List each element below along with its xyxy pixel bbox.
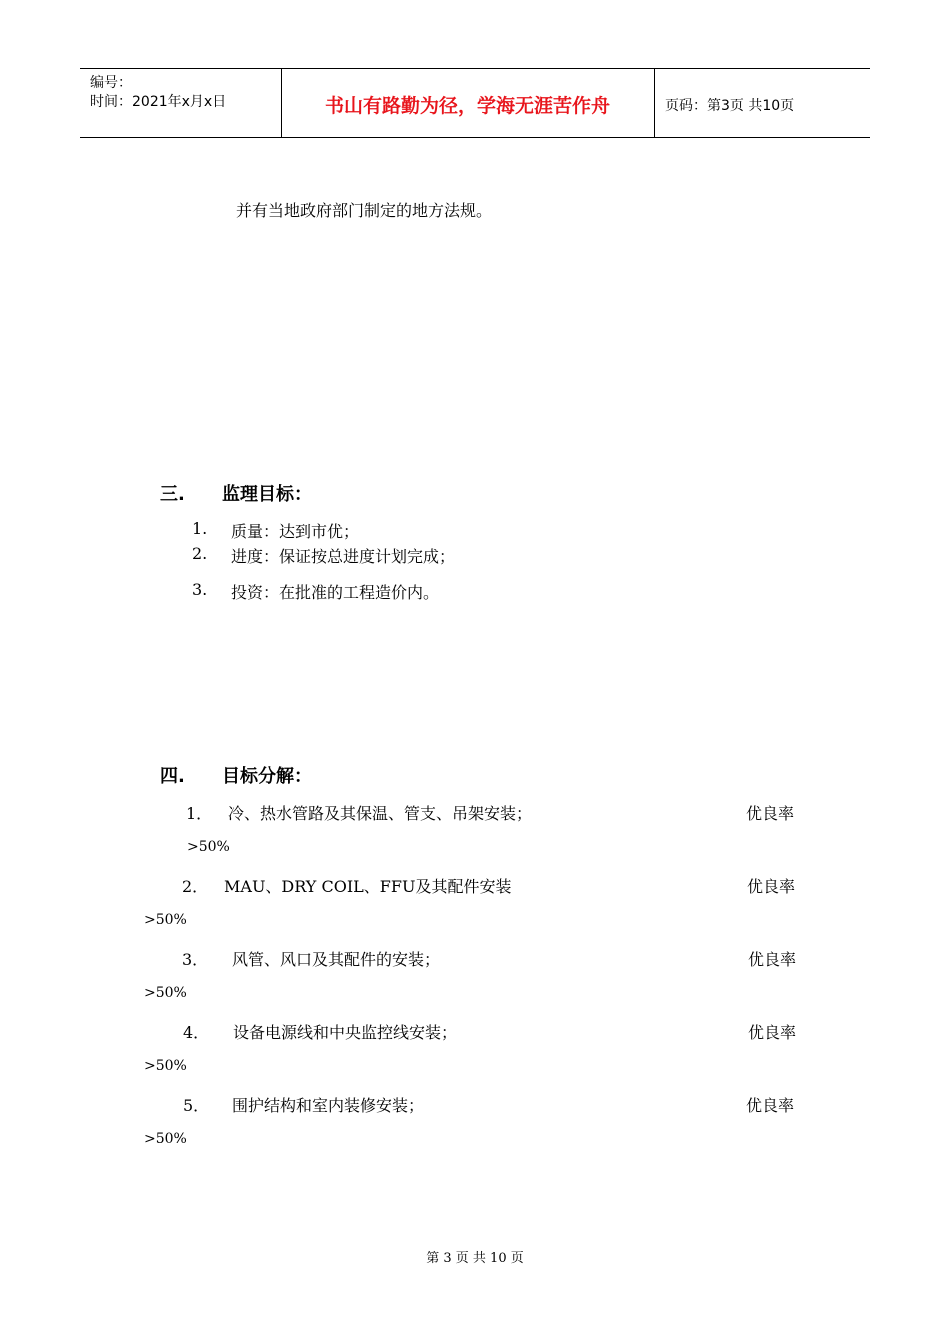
section-4-item-1-rate-value: >50% bbox=[187, 839, 230, 855]
header-middle-cell bbox=[281, 69, 655, 137]
document-number-label: 编号： bbox=[90, 75, 132, 91]
section-4-item-4-rate-value: >50% bbox=[144, 1058, 187, 1074]
header-left-cell bbox=[80, 69, 282, 137]
section-4-item-2-rate-value: >50% bbox=[144, 912, 187, 928]
section-4-item-4-rate-label: 优良率 bbox=[748, 1023, 797, 1042]
section-4-item-5-text: 围护结构和室内装修安装； bbox=[232, 1096, 425, 1115]
intro-line: 并有当地政府部门制定的地方法规。 bbox=[236, 201, 493, 220]
header-page-info: 页码：第3页 共10页 bbox=[665, 98, 795, 114]
section-3-item-3-text: 投资：在批准的工程造价内。 bbox=[231, 583, 440, 602]
section-4-numeral: 四. bbox=[160, 766, 185, 787]
section-4-item-1-text: 冷、热水管路及其保温、管支、吊架安装； bbox=[228, 804, 533, 823]
section-3-title: 监理目标： bbox=[222, 484, 312, 505]
section-3-numeral: 三. bbox=[160, 484, 185, 505]
section-4-item-5-rate-value: >50% bbox=[144, 1131, 187, 1147]
header-right-cell bbox=[655, 69, 870, 137]
section-4-item-4-text: 设备电源线和中央监控线安装； bbox=[233, 1023, 458, 1042]
page-footer: 第 3 页 共 10 页 bbox=[426, 1251, 524, 1266]
section-3-item-2-text: 进度：保证按总进度计划完成； bbox=[231, 547, 456, 566]
section-4-item-5-num: 5． bbox=[183, 1096, 210, 1115]
section-4-item-2-num: 2． bbox=[182, 877, 209, 896]
section-4-title: 目标分解： bbox=[222, 766, 312, 787]
section-4-item-4-num: 4． bbox=[183, 1023, 210, 1042]
section-4-item-3-rate-label: 优良率 bbox=[748, 950, 797, 969]
section-4-item-1-num: 1． bbox=[186, 804, 213, 823]
section-3-item-1-text: 质量：达到市优； bbox=[231, 522, 360, 541]
section-4-item-1-rate-label: 优良率 bbox=[746, 804, 795, 823]
section-3-item-2-num: 2. bbox=[192, 544, 208, 563]
section-4-item-3-text: 风管、风口及其配件的安装； bbox=[232, 950, 441, 969]
section-3-item-1-num: 1. bbox=[192, 519, 208, 538]
section-4-item-3-num: 3． bbox=[182, 950, 209, 969]
section-4-item-2-text: MAU、DRY COIL、FFU及其配件安装 bbox=[224, 877, 512, 896]
section-4-item-5-rate-label: 优良率 bbox=[746, 1096, 795, 1115]
header-table bbox=[80, 68, 870, 138]
section-4-item-3-rate-value: >50% bbox=[144, 985, 187, 1001]
section-4-item-2-rate-label: 优良率 bbox=[747, 877, 796, 896]
header-motto: 书山有路勤为径，学海无涯苦作舟 bbox=[324, 95, 610, 117]
section-3-item-3-num: 3. bbox=[192, 580, 208, 599]
document-time: 时间：2021年x月x日 bbox=[90, 94, 227, 110]
